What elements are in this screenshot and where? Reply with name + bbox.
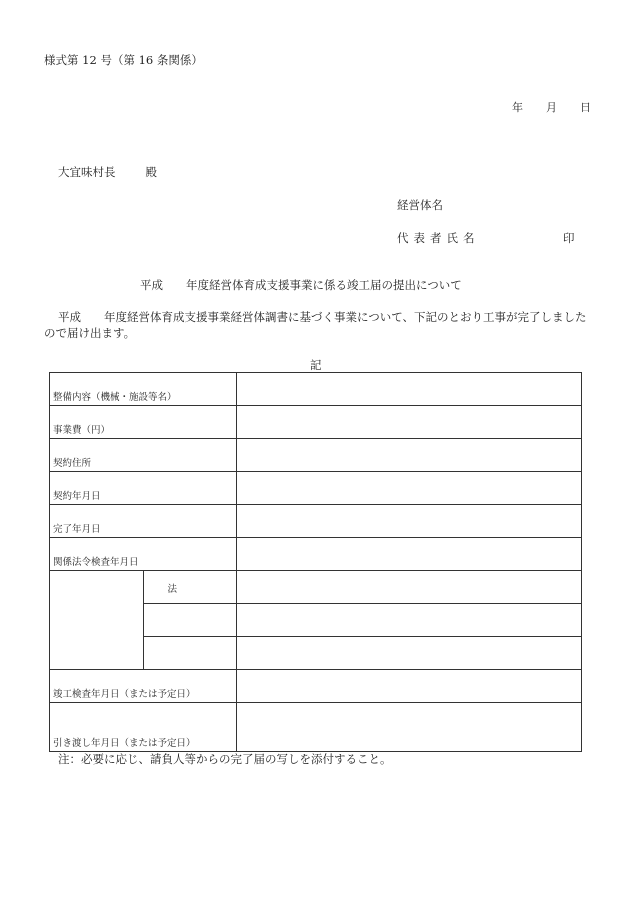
row-value[interactable] [237,406,582,439]
table-row [50,439,582,472]
details-table [49,372,582,752]
entity-name-label: 経営体名 [397,198,443,212]
row-label: 契約年月日 [50,472,237,505]
law-indent [50,571,144,604]
law-blank[interactable] [143,637,237,670]
footnote: 注：必要に応じ、請負人等からの完了届の写しを添付すること。 [58,752,392,766]
addressee [58,164,157,180]
addressee-honorific: 殿 [145,165,157,179]
law-indent [50,637,144,670]
date-month: 月 [546,101,557,114]
table-row-law [50,604,582,637]
table-row-law [50,637,582,670]
table-row [50,406,582,439]
date-year: 年 [512,101,523,114]
law-label: 法 [143,571,237,604]
row-value[interactable] [237,472,582,505]
date-day: 日 [580,101,591,114]
body-text: 平成 年度経営体育成支援事業経営体調書に基づく事業について、下記のとおり工事が完了しましたので届け出ます。 [44,310,587,340]
law-indent [50,604,144,637]
table-row [50,538,582,571]
row-value[interactable] [237,604,582,637]
row-value[interactable] [237,538,582,571]
table-row [50,373,582,406]
row-value[interactable] [237,703,582,752]
form-number: 様式第 12 号（第 16 条関係） [44,53,203,67]
document-subject: 平成 年度経営体育成支援事業に係る竣工届の提出について [140,278,462,292]
row-value[interactable] [237,670,582,703]
representative-name-label: 代表者氏名 [397,231,480,245]
date-line [512,99,591,115]
row-value[interactable] [237,439,582,472]
row-label: 引き渡し年月日（または予定日） [50,703,237,752]
row-label: 整備内容（機械・施設等名） [50,373,237,406]
row-label: 事業費（円） [50,406,237,439]
row-value[interactable] [237,571,582,604]
row-value[interactable] [237,373,582,406]
row-label: 関係法令検査年月日 [50,538,237,571]
law-blank[interactable] [143,604,237,637]
table-row [50,703,582,752]
row-label: 完了年月日 [50,505,237,538]
seal-mark: 印 [563,231,575,245]
row-value[interactable] [237,505,582,538]
record-heading: 記 [310,358,322,372]
row-label: 契約住所 [50,439,237,472]
table-row [50,505,582,538]
table-row [50,670,582,703]
row-label: 竣工検査年月日（または予定日） [50,670,237,703]
addressee-name: 大宜味村長 [58,165,116,179]
row-value[interactable] [237,637,582,670]
table-row-law [50,571,582,604]
table-row [50,472,582,505]
